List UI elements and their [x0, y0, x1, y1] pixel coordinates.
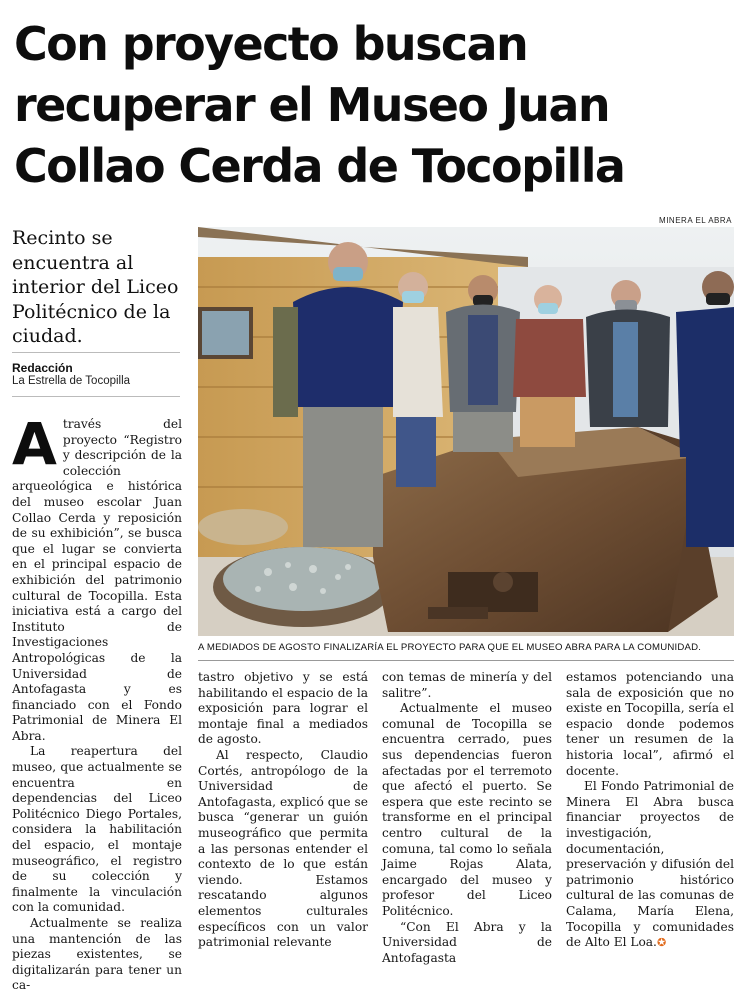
- outlet-name: La Estrella de Tocopilla: [12, 375, 131, 387]
- article-column-1: [12, 410, 182, 993]
- byline-divider-top: [12, 352, 180, 353]
- end-mark-icon: ✪: [656, 936, 667, 950]
- paragraph: tastro objetivo y se está habilitando el espacio de la exposición para lograr el montaje final a mediados de agosto.: [198, 670, 368, 747]
- photo-illustration: [198, 227, 734, 636]
- lead-text: través del proyecto “Registro y descripción de la colección arqueológica e histórica del museo escolar Juan Collao Cerda y reposición de su exhibición”, se busca que el lugar se convierta en el principal espacio de exhibición del patrimonio cultural de Tocopilla. Esta iniciativa está a cargo del Instituto de Investigaciones Antropológicas de la Universidad de Antofagasta y es financiado con el Fondo Patrimonial de Minera El Abra.: [12, 417, 182, 743]
- closing-text: El Fondo Patrimonial de Minera El Abra busca financiar proyectos de investigación, documentación, preservación y difusión del patrimonio histórico cultural de las comunas de Calama, María Elena, Tocopilla y comunidades de Alto El Loa.: [566, 779, 734, 950]
- paragraph: La reapertura del museo, que actualmente se encuentra en dependencias del Liceo Politécnico Diego Portales, considera la habilitación del espacio, el montaje museográfico, el registro de su colección y finalmente la vinculación con la comunidad.: [12, 744, 182, 915]
- headline: Con proyecto buscan recuperar el Museo Juan Collao Cerda de Tocopilla: [14, 17, 625, 193]
- paragraph: estamos potenciando una sala de exposición que no existe en Tocopilla, sería el espacio donde podemos tener un resumen de la historia local”, afirmó el docente.: [566, 670, 734, 778]
- paragraph: “Con El Abra y la Universidad de Antofagasta: [382, 919, 552, 965]
- paragraph: Actualmente se realiza una mantención de las piezas existentes, se digitalizarán para tener un ca-: [12, 916, 182, 993]
- paragraph: Al respecto, Claudio Cortés, antropólogo de la Universidad de Antofagasta, explicó que se busca “generar un guión museográfico que permita a las personas entender el contexto de lo que están viendo. Estamos rescatando algunos elementos culturales específicos con un valor patrimonial relevante: [198, 747, 368, 950]
- drop-cap: A: [12, 410, 57, 478]
- byline-divider-bottom: [12, 396, 180, 397]
- paragraph: con temas de minería y del salitre”.: [382, 670, 552, 700]
- article-photo: [198, 227, 734, 636]
- photo-credit: MINERA EL ABRA: [659, 216, 732, 225]
- paragraph: [566, 779, 734, 951]
- article-column-4: [566, 670, 734, 966]
- lead-paragraph: [12, 410, 182, 744]
- article-column-3: [382, 670, 552, 966]
- subhead: Recinto se encuentra al interior del Liceo Politécnico de la ciudad.: [12, 227, 179, 347]
- paragraph: Actualmente el museo comunal de Tocopilla se encuentra cerrado, pues sus dependencias fueron afectadas por el terremoto que afectó el puerto. Se espera que este recinto se transforme en el principal centro cultural de la comuna, tal como lo señala Jaime Rojas Alata, encargado del museo y profesor del Liceo Politécnico.: [382, 701, 552, 918]
- article-column-2: [198, 670, 368, 966]
- photo-caption: A MEDIADOS DE AGOSTO FINALIZARÍA EL PROYECTO PARA QUE EL MUSEO ABRA PARA LA COMUNIDAD.: [198, 642, 702, 653]
- caption-divider: [198, 660, 734, 661]
- author-name: Redacción: [12, 361, 73, 375]
